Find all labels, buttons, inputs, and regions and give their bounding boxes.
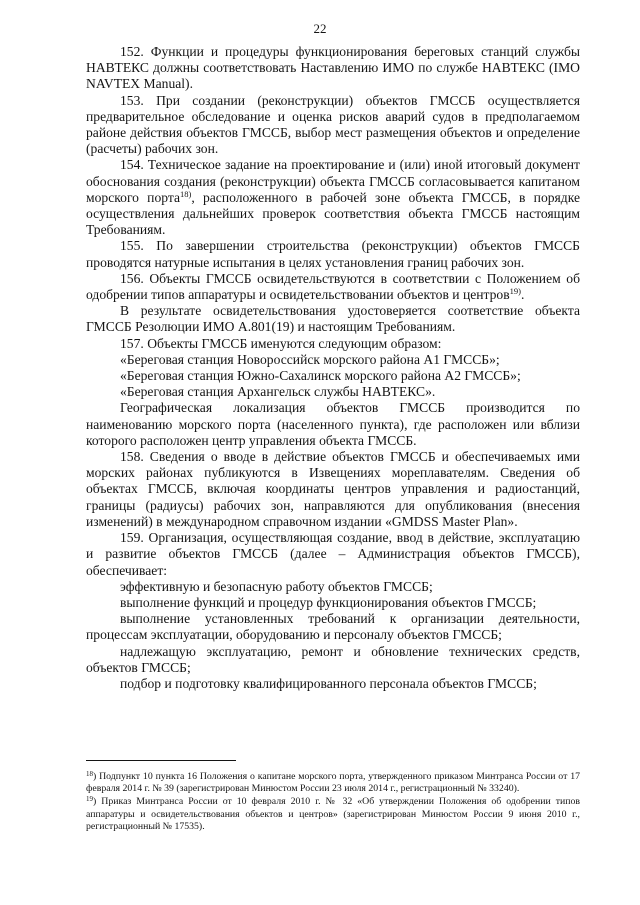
- footnote-19: [86, 796, 580, 833]
- paragraph-156: [86, 271, 580, 303]
- list-item-5: подбор и подготовку квалифицированного персонала объектов ГМССБ;: [120, 675, 537, 691]
- footnote-19-text: ) Приказ Минтранса России от 10 февраля 2010 г. № 32 «Об утверждении Положения об одобрении типов аппаратуры и освидетельствования объектов и центров» (зарегистрирован Минюстом России 9 июня 2010 г., регистрационный № 17535).: [86, 796, 580, 832]
- footnote-ref-18: 18): [180, 188, 192, 199]
- footnotes: [86, 771, 580, 834]
- footnote-divider: [86, 760, 236, 761]
- paragraph-154: [86, 157, 580, 238]
- paragraph-158: 158. Сведения о вводе в действие объектов ГМССБ и обеспечиваемых ими морских районах публикуются в Извещениях мореплавателям. Сведения об объектах ГМССБ, включая координаты центров управления и радиостанций, границы (радиусы) рабочих зон, направляются для опубликования (внесения изменений) в международном справочном издании «GMDSS Master Plan».: [86, 449, 580, 529]
- paragraph-156-part1: 156. Объекты ГМССБ освидетельствуются в соответствии с Положением об одобрении типов аппаратуры и освидетельствовании объектов и центров: [86, 270, 580, 303]
- naming-example-1: «Береговая станция Новороссийск морского района A1 ГМССБ»;: [120, 351, 500, 367]
- footnote-ref-19: 19): [509, 286, 521, 297]
- list-item-1: эффективную и безопасную работу объектов ГМССБ;: [120, 578, 433, 594]
- paragraph-154-part1: 154. Техническое задание на проектирование и (или) иной итоговый документ обоснования создания (реконструкции) объекта ГМССБ согласовывается капитаном морского порта: [86, 157, 580, 205]
- list-item-3: выполнение установленных требований к организации деятельности, процессам эксплуатации, оборудованию и персоналу объектов ГМССБ;: [86, 611, 580, 643]
- paragraph-155: 155. По завершении строительства (реконструкции) объектов ГМССБ проводятся натурные испытания в целях установления границ рабочих зон.: [86, 238, 580, 270]
- paragraph-153: 153. При создании (реконструкции) объектов ГМССБ осуществляется предварительное обследование и оценка рисков аварий судов в предполагаемом районе действия объектов ГМССБ, выбор мест размещения объектов и определение (расчеты) рабочих зон.: [86, 92, 580, 157]
- paragraph-localization: Географическая локализация объектов ГМССБ производится по наименованию морского порта (населенного пункта), где расположен или вблизи которого расположен центр управления объекта ГМССБ.: [86, 400, 580, 448]
- list-item-4: надлежащую эксплуатацию, ремонт и обновление технических средств, объектов ГМССБ;: [86, 643, 580, 675]
- paragraph-156-result: В результате освидетельствования удостоверяется соответствие объекта ГМССБ Резолюции ИМО A.801(19) и настоящим Требованиям.: [86, 303, 580, 335]
- paragraph-154-part2: , расположенного в рабочей зоне объекта ГМССБ, в порядке осуществления дальнейших проверок соответствия объекта ГМССБ настоящим Требованиям.: [86, 189, 580, 238]
- paragraph-152: 152. Функции и процедуры функционирования береговых станций службы НАВТЕКС должны соответствовать Наставлению ИМО по службе НАВТЕКС (IMO NAVTEX Manual).: [86, 44, 580, 92]
- naming-example-2: «Береговая станция Южно-Сахалинск морского района A2 ГМССБ»;: [120, 368, 521, 384]
- body-text: [86, 44, 580, 692]
- footnote-18-mark: 18: [86, 770, 93, 778]
- paragraph-159: 159. Организация, осуществляющая создание, ввод в действие, эксплуатацию и развитие объектов ГМССБ (далее – Администрация объектов ГМССБ), обеспечивает:: [86, 530, 580, 578]
- paragraph-156-part2: .: [521, 287, 525, 303]
- footnote-18-text: ) Подпункт 10 пункта 16 Положения о капитане морского порта, утвержденного приказом Минтранса России от 17 февраля 2014 г. № 39 (зарегистрирован Минюстом России 23 июля 2014 г., регистрационный № 33240).: [86, 771, 580, 795]
- paragraph-157: 157. Объекты ГМССБ именуются следующим образом:: [120, 335, 442, 351]
- footnote-19-mark: 19: [86, 795, 93, 804]
- list-item-2: выполнение функций и процедур функционирования объектов ГМССБ;: [120, 594, 537, 610]
- naming-example-3: «Береговая станция Архангельск службы НАВТЕКС».: [120, 384, 436, 400]
- footnote-18: [86, 771, 580, 795]
- page-number: 22: [313, 21, 327, 36]
